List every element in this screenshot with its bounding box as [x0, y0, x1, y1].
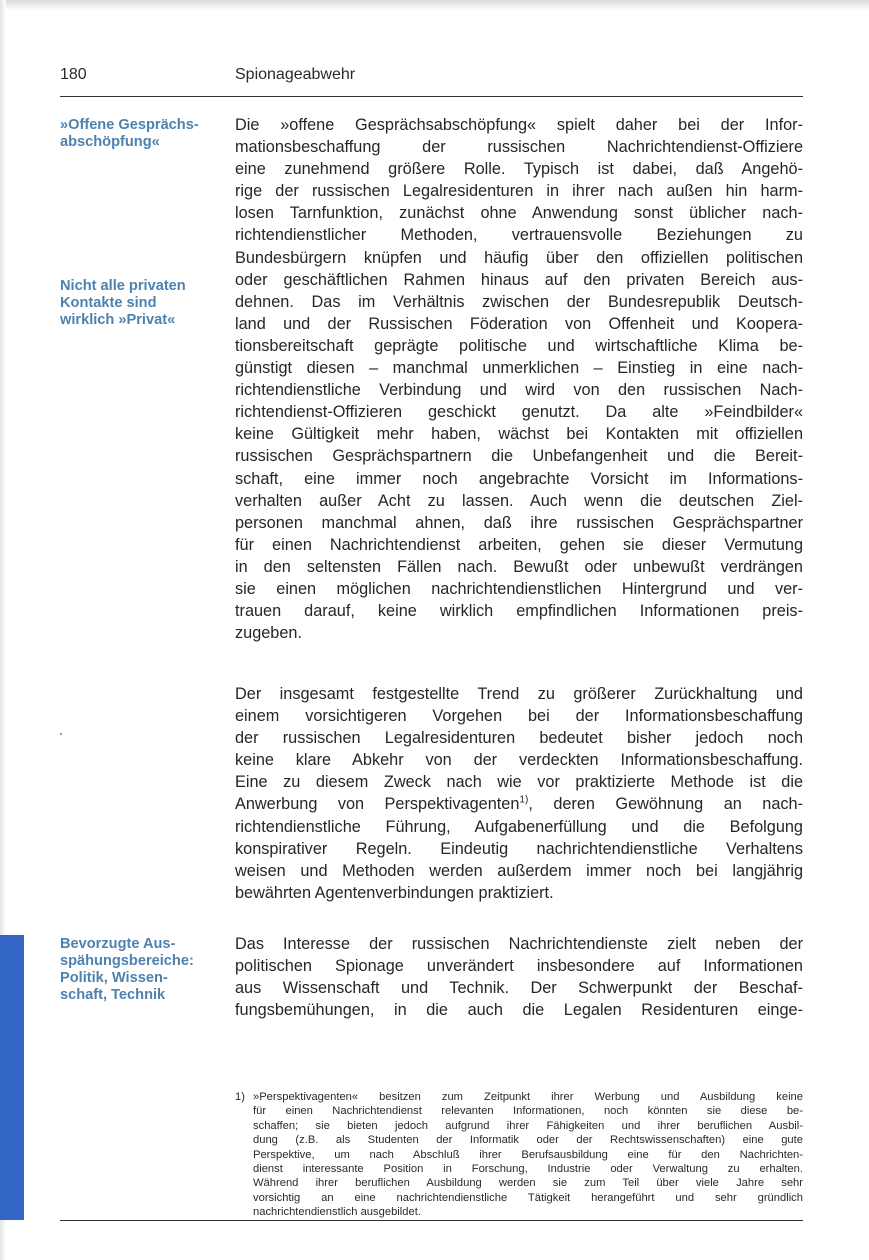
text-line: richtendienstlicher Methoden, vertrauensvolle Beziehungen zu	[235, 226, 803, 245]
text-line: der russischen Legalresidenturen bedeutet bisher jedoch noch	[235, 729, 803, 748]
text-line: richtendienst-Offizieren geschickt genutzt. Da alte »Feindbilder«	[235, 403, 803, 422]
side-note-line: Bevorzugte Aus-	[60, 936, 176, 952]
footnote-line: vorsichtig an eine nachrichtendienstliche Tätigkeit herangeführt und sehr gründlich	[253, 1191, 803, 1204]
text-fragment: , deren Gewöhnung an nach-	[528, 795, 803, 814]
footnote-line	[235, 1090, 803, 1104]
footnote	[235, 1090, 803, 1220]
text-line: fungsbemühungen, in die auch die Legalen Residenturen einge-	[235, 1001, 803, 1020]
text-line: weisen und Methoden werden außerdem immer noch bei langjährig	[235, 861, 803, 880]
text-line: konspirativer Regeln. Eindeutig nachrichtendienstliche Verhaltens	[235, 839, 803, 858]
text-line-with-footnote-ref	[235, 793, 803, 815]
text-line: zugeben.	[235, 624, 302, 643]
text-line: richtendienstliche Verbindung und wird von den russischen Nach-	[235, 381, 803, 400]
side-note-line: abschöpfung«	[60, 134, 160, 150]
footnote-reference: 1)	[519, 795, 529, 807]
footer-rule	[60, 1220, 803, 1221]
side-note-private-kontakte	[60, 278, 220, 329]
footnote-line: für einen Nachrichtendienst relevanten Informationen, noch könnten sie diese be-	[253, 1105, 803, 1118]
text-line: bewährten Agentenverbindungen praktiziert.	[235, 883, 554, 902]
footnote-line: dung (z.B. als Studenten der Informatik oder der Rechtswissenschaften) eine gute	[253, 1134, 803, 1147]
text-line: keine Gültigkeit mehr haben, wächst bei Kontakten mit offiziellen	[235, 425, 803, 444]
text-line: für einen Nachrichtendienst arbeiten, gehen sie dieser Vermutung	[235, 535, 803, 554]
text-line: keine klare Abkehr von der verdeckten Informationsbeschaffung.	[235, 751, 803, 770]
edge-color-bar	[0, 935, 24, 1220]
text-line: Eine zu diesem Zweck nach wie vor praktizierte Methode ist die	[235, 773, 803, 792]
footnote-line: nachrichtendienstlich ausgebildet.	[253, 1206, 421, 1219]
paragraph-2	[235, 683, 803, 904]
footnote-line: dienst interessante Position in Forschung, Industrie oder Verwaltung zu erhalten.	[253, 1163, 803, 1176]
text-line: in den seltensten Fällen nach. Bewußt oder unbewußt verdrängen	[235, 557, 803, 576]
text-line: einem vorsichtigeren Vorgehen bei der Informationsbeschaffung	[235, 707, 803, 726]
text-line: Die »offene Gesprächsabschöpfung« spielt daher bei der Infor-	[235, 116, 803, 134]
text-line: sie einen möglichen nachrichtendienstlichen Hintergrund und ver-	[235, 579, 803, 598]
text-line: losen Tarnfunktion, zunächst ohne Anwendung sonst üblicher nach-	[235, 204, 803, 223]
text-line: dehnen. Das im Verhältnis zwischen der Bundesrepublik Deutsch-	[235, 292, 803, 311]
text-line: personen manchmal ahnen, daß ihre russischen Gesprächspartner	[235, 513, 803, 532]
text-line: mationsbeschaffung der russischen Nachrichtendienst-Offiziere	[235, 138, 803, 157]
text-line: tionsbereitschaft geprägte politische und wirtschaftliche Klima be-	[235, 336, 803, 355]
header-rule	[60, 96, 803, 97]
text-line: aus Wissenschaft und Technik. Der Schwerpunkt der Beschaf-	[235, 979, 803, 998]
text-line: russischen Gesprächspartnern die Unbefangenheit und die Bereit-	[235, 447, 803, 466]
text-line: verhalten außer Acht zu lassen. Auch wenn die deutschen Ziel-	[235, 491, 803, 510]
text-line: rige der russischen Legalresidenturen in ihrer nach außen hin harm-	[235, 182, 803, 201]
side-note-line: Politik, Wissen-	[60, 970, 168, 986]
text-line: schaft, eine immer noch angebrachte Vorsicht im Informations-	[235, 469, 803, 488]
text-line: land und der Russischen Föderation von Offenheit und Koopera-	[235, 314, 803, 333]
paragraph-3	[235, 933, 803, 1021]
footnote-line: schaffen; sie bieten jedoch aufgrund ihrer Fähigkeiten und ihrer beruflichen Ausbil-	[253, 1119, 803, 1132]
page-number: 180	[60, 66, 87, 83]
footnote-marker: 1)	[235, 1091, 245, 1103]
paragraph-1	[235, 114, 803, 644]
text-line: Das Interesse der russischen Nachrichtendienste zielt neben der	[235, 935, 803, 953]
text-line: politischen Spionage unverändert insbesondere auf Informationen	[235, 957, 803, 976]
footnote-text: »Perspektivagenten« besitzen zum Zeitpunkt ihrer Werbung und Ausbildung keine	[253, 1091, 803, 1103]
text-line: oder geschäftlichen Rahmen hinaus auf den privaten Bereich aus-	[235, 270, 803, 289]
text-line: günstigt diesen – manchmal unmerklichen – Einstieg in eine nach-	[235, 359, 803, 378]
side-note-line: spähungsbereiche:	[60, 953, 194, 969]
side-note-line: Kontakte sind	[60, 295, 157, 311]
side-note-line: wirklich »Privat«	[60, 312, 176, 328]
side-note-line: schaft, Technik	[60, 987, 166, 1003]
side-note-offene-gespraechsabschoepfung	[60, 117, 220, 151]
scan-speck	[60, 733, 62, 735]
text-line: richtendienstliche Führung, Aufgabenerfüllung und die Befolgung	[235, 817, 803, 836]
side-note-line: »Offene Gesprächs-	[60, 117, 199, 133]
text-line: Bundesbürgern knüpfen und häufig über den offiziellen politischen	[235, 248, 803, 267]
text-line: eine zunehmend größere Rolle. Typisch ist dabei, daß Angehö-	[235, 160, 803, 179]
text-line: Der insgesamt festgestellte Trend zu größerer Zurückhaltung und	[235, 685, 803, 703]
footnote-line: Während ihrer beruflichen Ausbildung werden sie zum Teil über viele Jahre sehr	[253, 1177, 803, 1190]
page-header	[60, 66, 803, 92]
text-fragment: Anwerbung von Perspektivagenten	[235, 795, 520, 814]
side-note-line: Nicht alle privaten	[60, 278, 186, 294]
footnote-line: Perspektive, um nach Abschluß ihrer Berufsausbildung eine für den Nachrichten-	[253, 1148, 803, 1161]
scan-top-shadow	[0, 0, 869, 10]
text-line: trauen darauf, keine wirklich empfindlichen Informationen preis-	[235, 602, 803, 621]
running-head: Spionageabwehr	[235, 66, 356, 83]
side-note-ausspaehungsbereiche	[60, 936, 220, 1004]
